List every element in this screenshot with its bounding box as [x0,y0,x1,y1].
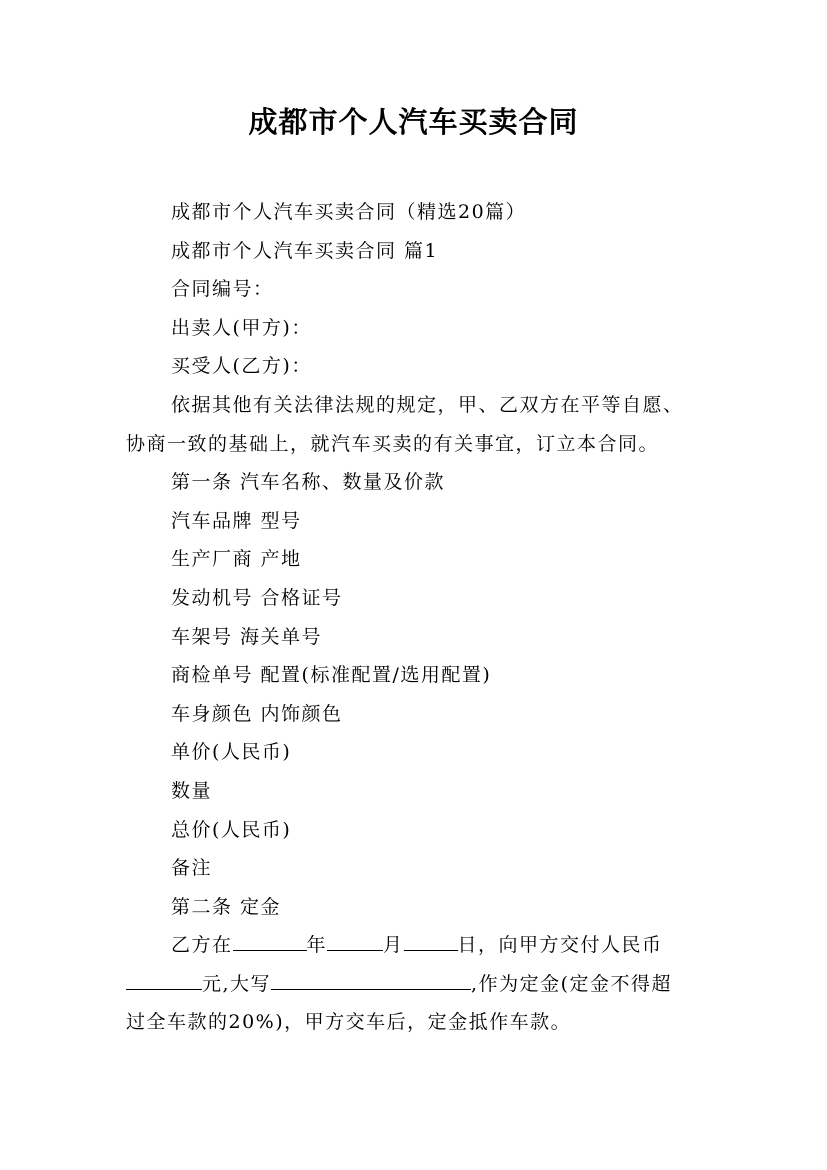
blank-amount-words [271,970,471,990]
deposit-text-yuan: 元,大写 [202,972,272,995]
document-title: 成都市个人汽车买卖合同 [248,105,579,139]
article-one-heading: 第一条 汽车名称、数量及价款 [171,471,446,494]
field-engine-certificate: 发动机号 合格证号 [171,586,343,609]
field-body-interior-color: 车身颜色 内饰颜色 [171,702,343,725]
deposit-text-month: 月 [383,934,404,957]
deposit-text-year: 年 [306,934,328,957]
deposit-text-party: 乙方在 [171,934,233,957]
deposit-text-day: 日，向甲方交付人民币 [457,934,663,957]
paragraph-subtitle: 成都市个人汽车买卖合同（精选20篇） [171,201,527,223]
paragraph-buyer: 买受人(乙方)： [171,355,312,378]
blank-day [404,931,458,951]
blank-amount [126,970,202,990]
document-body [126,193,716,1042]
field-quantity: 数量 [171,779,213,802]
deposit-line1 [126,926,716,965]
deposit-line2 [126,965,716,1004]
paragraph-seller: 出卖人(甲方)： [171,316,312,339]
paragraph-basis-line2: 协商一致的基础上，就汽车买卖的有关事宜，订立本合同。 [126,432,660,455]
blank-year [233,931,307,951]
article-two-heading: 第二条 定金 [171,895,282,918]
field-manufacturer-origin: 生产厂商 产地 [171,548,302,571]
field-brand-model: 汽车品牌 型号 [171,509,302,532]
field-unit-price: 单价(人民币) [171,741,292,764]
paragraph-contract-number: 合同编号： [171,278,274,301]
paragraph-basis-line1: 依据其他有关法律法规的规定，甲、乙双方在平等自愿、 [171,393,684,416]
field-remarks: 备注 [171,857,213,880]
paragraph-heading-part1: 成都市个人汽车买卖合同 篇1 [171,239,439,262]
deposit-text-as-deposit: ,作为定金(定金不得超 [471,972,672,995]
deposit-line3: 过全车款的20%)，甲方交车后，定金抵作车款。 [126,1011,572,1034]
blank-month [327,931,383,951]
field-inspection-config: 商检单号 配置(标准配置/选用配置) [171,664,492,687]
field-frame-customs: 车架号 海关单号 [171,625,323,648]
field-total-price: 总价(人民币) [171,818,292,841]
